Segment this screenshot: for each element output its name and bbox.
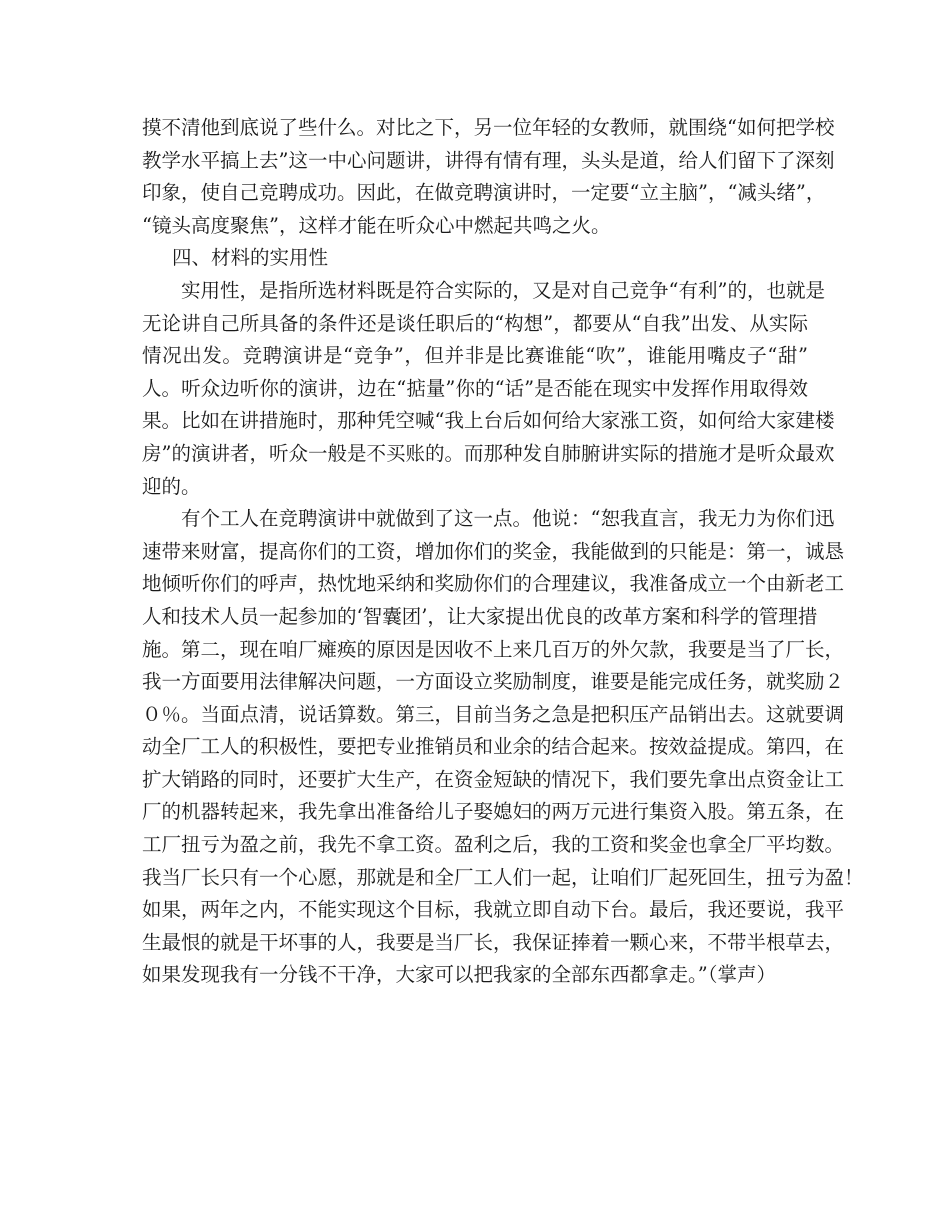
text-line: 厂的机器转起来，我先拿出准备给儿子娶媳妇的两万元进行集资入股。第五条，在 [142, 800, 845, 824]
text-line: 人和技术人员一起参加的‘智囊团’，让大家提出优良的改革方案和科学的管理措 [142, 604, 818, 628]
text-line: ０％。当面点清，说话算数。第三，目前当务之急是把积压产品销出去。这就要调 [142, 702, 845, 726]
text-line: 施。第二，现在咱厂瘫痪的原因是因收不上来几百万的外欠款，我要是当了厂长， [142, 637, 845, 661]
text-line: 如果，两年之内，不能实现这个目标，我就立即自动下台。最后，我还要说，我平 [142, 898, 845, 922]
heading-text: 四、材料的实用性 [172, 246, 329, 270]
text-line: 我当厂长只有一个心愿，那就是和全厂工人们一起，让咱们厂起死回生，扭亏为盈！ [142, 865, 864, 889]
text-line: 情况出发。竞聘演讲是“竞争”，但并非是比赛谁能“吹”，谁能用嘴皮子“甜” [142, 344, 808, 368]
paragraph-worker-speech [142, 503, 864, 992]
text-line: 实用性，是指所选材料既是符合实际的，又是对自己竞争“有利”的，也就是 [181, 278, 825, 302]
text-line: 我一方面要用法律解决问题，一方面设立奖励制度，谁要是能完成任务，就奖励２ [142, 670, 845, 694]
text-line: 果。比如在讲措施时，那种凭空喊“我上台后如何给大家涨工资，如何给大家建楼 [142, 409, 835, 433]
paragraph-practicality [142, 275, 835, 503]
text-line: 摸不清他到底说了些什么。对比之下，另一位年轻的女教师，就围绕“如何把学校 [142, 116, 835, 139]
text-line: 印象，使自己竞聘成功。因此，在做竞聘演讲时，一定要“立主脑”，“减头绪”， [142, 181, 826, 205]
section-heading [142, 242, 808, 275]
text-line: 人。听众边听你的演讲，边在“掂量”你的“话”是否能在现实中发挥作用取得效 [142, 376, 808, 400]
text-line: 地倾听你们的呼声，热忱地采纳和奖励你们的合理建议，我准备成立一个由新老工 [142, 572, 845, 596]
text-line: 有个工人在竞聘演讲中就做到了这一点。他说：“恕我直言，我无力为你们迅 [181, 507, 835, 531]
text-line: 教学水平搞上去”这一中心问题讲，讲得有情有理，头头是道，给人们留下了深刻 [142, 148, 835, 172]
document-page [142, 112, 864, 992]
text-line: 生最恨的就是干坏事的人，我要是当厂长，我保证捧着一颗心来，不带半根草去， [142, 930, 845, 954]
text-line: 无论讲自己所具备的条件还是谈任职后的“构想”，都要从“自我”出发、从实际 [142, 311, 808, 335]
text-line: 速带来财富，提高你们的工资，增加你们的奖金，我能做到的只能是：第一，诚恳 [142, 539, 845, 563]
text-line: 房”的演讲者，听众一般是不买账的。而那种发自肺腑讲实际的措施才是听众最欢 [142, 441, 835, 465]
text-line: 工厂扭亏为盈之前，我先不拿工资。盈利之后，我的工资和奖金也拿全厂平均数。 [142, 833, 845, 857]
text-line: 迎的。 [142, 474, 201, 498]
text-line: “镜头高度聚焦”，这样才能在听众心中燃起共鸣之火。 [142, 213, 611, 237]
text-line: 动全厂工人的积极性，要把专业推销员和业余的结合起来。按效益提成。第四，在 [142, 735, 845, 759]
paragraph-continuation [142, 112, 835, 242]
text-line: 如果发现我有一分钱不干净，大家可以把我家的全部东西都拿走。”（掌声） [142, 963, 776, 987]
text-line: 扩大销路的同时，还要扩大生产，在资金短缺的情况下，我们要先拿出点资金让工 [142, 767, 845, 791]
